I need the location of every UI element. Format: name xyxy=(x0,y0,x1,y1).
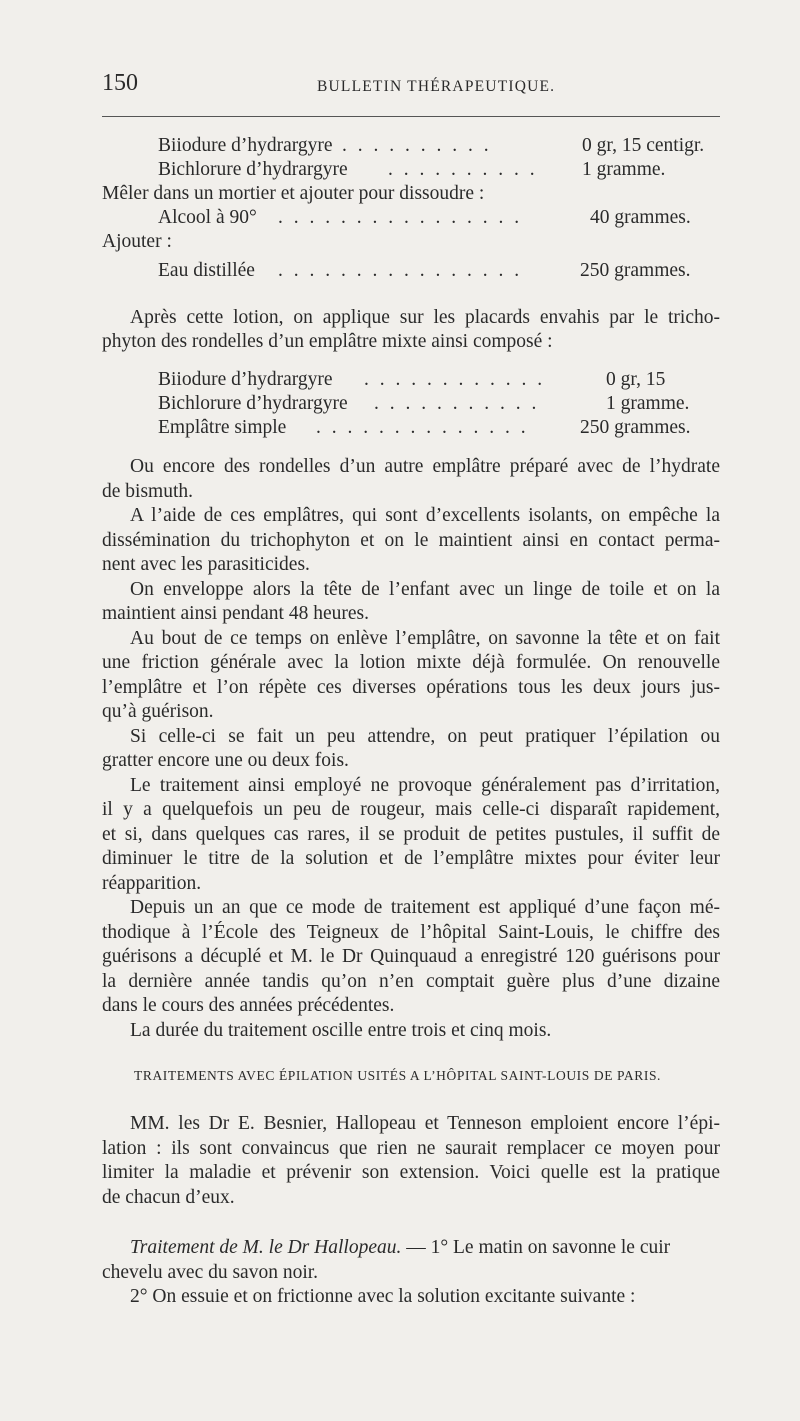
text-line: il y a quelquefois un peu de rougeur, mais celle-ci disparaît rapidement, xyxy=(102,799,720,820)
text-line: maintient ainsi pendant 48 heures. xyxy=(102,603,369,624)
paragraph xyxy=(102,1019,720,1044)
text-line: Le traitement ainsi employé ne provoque généralement pas d’irritation, xyxy=(130,774,720,796)
text-line: La durée du traitement oscille entre trois et cinq mois. xyxy=(130,1019,552,1041)
page-number: 150 xyxy=(102,70,138,96)
text-line: A l’aide de ces emplâtres, qui sont d’excellents isolants, on empêche la xyxy=(130,505,720,526)
text-line: 2° On essuie et on frictionne avec la solution excitante suivante : xyxy=(130,1286,636,1307)
leader-dots: . . . . . . . . . . . . . . xyxy=(316,417,529,438)
formula-row-name: Biiodure d’hydrargyre xyxy=(158,135,333,156)
leader-dots: . . . . . . . . . . xyxy=(388,159,538,180)
text-line xyxy=(102,1236,720,1261)
paragraph xyxy=(102,504,720,578)
leader-dots: . . . . . . . . . . . . . . . . xyxy=(278,260,523,281)
paragraph xyxy=(102,627,720,725)
formula-row-name: Bichlorure d’hydrargyre xyxy=(158,159,348,180)
formula-row-qty: 0 gr, 15 xyxy=(606,369,666,390)
text-line: nent avec les parasiticides. xyxy=(102,554,310,575)
formula-row-name: Bichlorure d’hydrargyre xyxy=(158,393,348,414)
formula-row-qty: 1 gramme. xyxy=(582,159,666,180)
leader-dots: . . . . . . . . . . . . . . . . xyxy=(278,207,523,228)
formula-row-name: Eau distillée xyxy=(158,260,255,281)
text-line: dissémination du trichophyton et on le maintient ainsi en contact perma- xyxy=(102,529,720,551)
text-line: réapparition. xyxy=(102,872,202,894)
leader-dots: . . . . . . . . . . . . xyxy=(364,369,546,390)
instruction-text: Mêler dans un mortier et ajouter pour dissoudre : xyxy=(102,183,485,204)
instruction-text: Ajouter : xyxy=(102,231,172,252)
formula-row-qty: 250 grammes. xyxy=(580,417,691,438)
paragraph-lotion xyxy=(102,306,720,354)
formula-row-qty: 250 grammes. xyxy=(580,260,691,281)
formula-row-qty: 40 grammes. xyxy=(590,207,691,228)
header-rule xyxy=(102,116,720,117)
text-line: phyton des rondelles d’un emplâtre mixte ainsi composé : xyxy=(102,331,553,352)
page-header xyxy=(102,70,722,106)
paragraph xyxy=(102,896,720,1019)
text-line: gratter encore une ou deux fois. xyxy=(102,750,349,771)
text-line: lation : ils sont convaincus que rien ne saurait remplacer ce moyen pour xyxy=(102,1137,720,1159)
text-line: On enveloppe alors la tête de l’enfant avec un linge de toile et on la xyxy=(130,578,720,600)
text-line: limiter la maladie et prévenir son extension. Voici quelle est la pratique xyxy=(102,1162,720,1183)
paragraph xyxy=(102,455,720,504)
paragraph xyxy=(102,725,720,774)
formula-row-qty: 0 gr, 15 centigr. xyxy=(582,135,705,156)
running-title: BULLETIN THÉRAPEUTIQUE. xyxy=(317,78,556,95)
text-line: MM. les Dr E. Besnier, Hallopeau et Tenneson emploient encore l’épi- xyxy=(130,1113,720,1134)
section-paragraph xyxy=(102,1112,720,1210)
text-line: Si celle-ci se fait un peu attendre, on peut pratiquer l’épilation ou xyxy=(130,725,720,747)
treatment-lead: — 1° Le matin on savonne le cuir xyxy=(401,1237,671,1258)
body-text xyxy=(102,455,720,1043)
formula-row-name: Alcool à 90° xyxy=(158,207,257,228)
leader-dots: . . . . . . . . . . xyxy=(342,135,492,156)
text-line: guérisons a décuplé et M. le Dr Quinquaud a enregistré 120 guérisons pour xyxy=(102,946,720,967)
text-line: thodique à l’École des Teigneux de l’hôpital Saint-Louis, le chiffre des xyxy=(102,921,720,943)
text-line: Au bout de ce temps on enlève l’emplâtre, on savonne la tête et on fait xyxy=(130,627,720,649)
text-line: Ou encore des rondelles d’un autre emplâtre préparé avec de l’hydrate xyxy=(130,456,720,477)
hallopeau-paragraph xyxy=(102,1236,720,1310)
text-line: dans le cours des années précédentes. xyxy=(102,995,395,1016)
text-line: Après cette lotion, on applique sur les placards envahis par le tricho- xyxy=(130,307,720,328)
text-line: l’emplâtre et l’on répète ces diverses opérations tous les deux jours jus- xyxy=(102,676,720,698)
text-line: de bismuth. xyxy=(102,480,193,502)
text-line: chevelu avec du savon noir. xyxy=(102,1261,319,1283)
text-line: la dernière année tandis qu’on n’en comptait guère plus d’une dizaine xyxy=(102,970,720,992)
text-line: de chacun d’eux. xyxy=(102,1186,235,1208)
section-title: TRAITEMENTS AVEC ÉPILATION USITÉS A L’HÔPITAL SAINT-LOUIS DE PARIS. xyxy=(134,1068,662,1083)
paragraph xyxy=(102,774,720,897)
text-line: qu’à guérison. xyxy=(102,701,214,722)
paragraph xyxy=(102,578,720,627)
text-line: et si, dans quelques cas rares, il se produit de petites pustules, il suffit de xyxy=(102,823,720,845)
text-line: Depuis un an que ce mode de traitement est appliqué d’une façon mé- xyxy=(130,897,720,918)
text-line: une friction générale avec la lotion mixte déjà formulée. On renouvelle xyxy=(102,652,720,673)
leader-dots: . . . . . . . . . . . xyxy=(374,393,540,414)
formula-row-name: Biiodure d’hydrargyre xyxy=(158,369,333,390)
formula-row-name: Emplâtre simple xyxy=(158,417,287,438)
treatment-title: Traitement de M. le Dr Hallopeau. xyxy=(130,1237,402,1258)
text-line: diminuer le titre de la solution et de l’emplâtre mixtes pour éviter leur xyxy=(102,848,720,869)
formula-row-qty: 1 gramme. xyxy=(606,393,690,414)
